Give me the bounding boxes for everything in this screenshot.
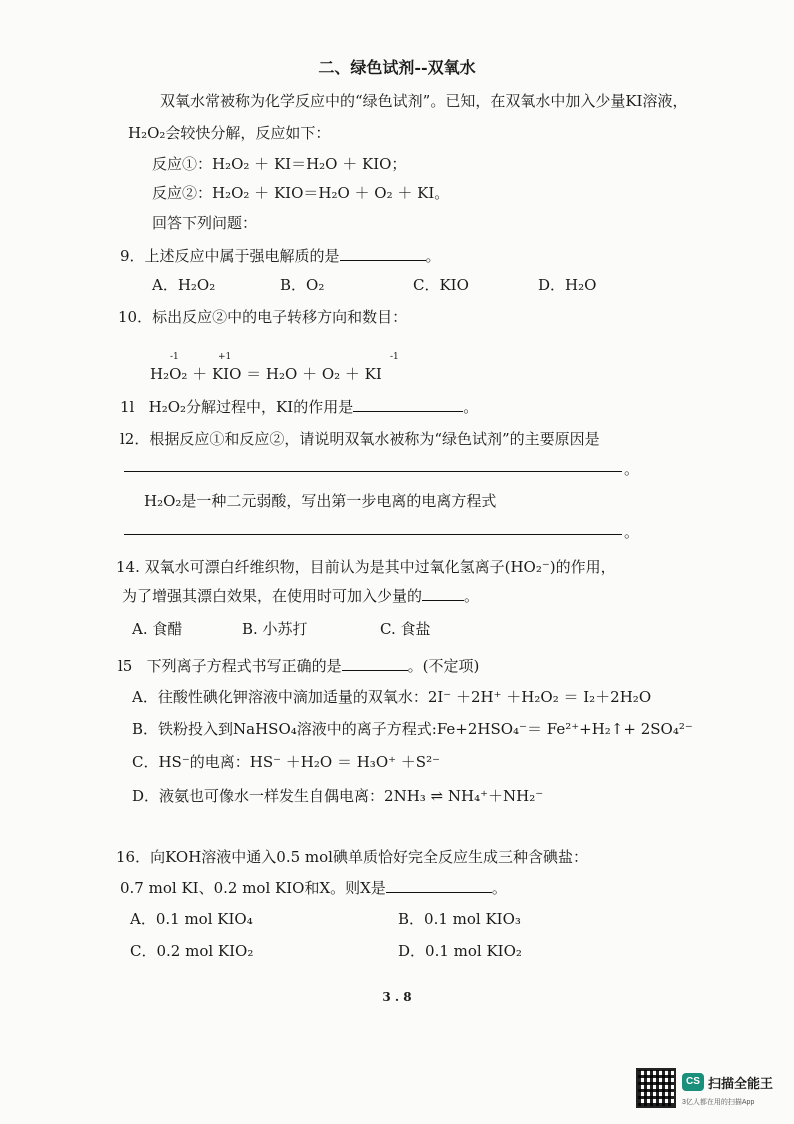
q9-option-c[interactable]: C．KIO bbox=[413, 276, 469, 294]
oxidation-mark-i-ki: -1 bbox=[390, 352, 399, 362]
question-11-num: 1l bbox=[120, 398, 135, 416]
q15-option-a[interactable]: A．往酸性碘化钾溶液中滴加适量的双氧水：2I⁻ ＋2H⁺ ＋H₂O₂ ＝ I₂＋2H₂O bbox=[132, 688, 652, 706]
answer-blank-9[interactable] bbox=[340, 246, 426, 261]
page-number: 3 . 8 bbox=[382, 990, 412, 1004]
answer-line-12[interactable] bbox=[124, 470, 622, 472]
answer-prompt: 回答下列问题： bbox=[152, 214, 258, 232]
question-16-line-1: 16．向KOH溶液中通入0.5 mol碘单质恰好完全反应生成三种含碘盐： bbox=[116, 848, 588, 866]
camscanner-tagline: 3亿人都在用的扫描App bbox=[682, 1099, 755, 1106]
section-title: 二、绿色试剂--双氧水 bbox=[318, 58, 476, 77]
q14-option-c[interactable]: C. 食盐 bbox=[380, 620, 431, 638]
intro-line-2: H₂O₂会较快分解，反应如下： bbox=[128, 124, 331, 142]
question-15-end: 。(不定项) bbox=[407, 657, 480, 675]
q9-option-a[interactable]: A．H₂O₂ bbox=[152, 276, 216, 294]
q14-option-b[interactable]: B. 小苏打 bbox=[242, 620, 308, 638]
answer-blank-15[interactable] bbox=[342, 656, 408, 671]
question-11-end: 。 bbox=[463, 398, 479, 416]
question-16-line-2 bbox=[120, 877, 507, 898]
q9-option-b[interactable]: B．O₂ bbox=[280, 276, 325, 294]
answer-line-13[interactable] bbox=[124, 533, 622, 535]
question-11-stem: H₂O₂分解过程中，KI的作用是 bbox=[148, 398, 354, 416]
question-9 bbox=[120, 245, 441, 266]
question-14-stem: 为了增强其漂白效果，在使用时可加入少量的 bbox=[122, 587, 423, 605]
q15-option-d[interactable]: D．液氨也可像水一样发生自偶电离：2NH₃ ⇌ NH₄⁺＋NH₂⁻ bbox=[132, 787, 544, 805]
question-14-end: 。 bbox=[464, 587, 480, 605]
question-16-end: 。 bbox=[491, 879, 507, 897]
question-15-stem: 下列离子方程式书写正确的是 bbox=[146, 657, 342, 675]
reaction-2: 反应②：H₂O₂ ＋ KIO＝H₂O ＋ O₂ ＋ KI。 bbox=[152, 184, 450, 202]
reaction-1: 反应①：H₂O₂ ＋ KI＝H₂O ＋ KIO； bbox=[152, 155, 407, 173]
question-12: l2．根据反应①和反应②，请说明双氧水被称为“绿色试剂”的主要原因是 bbox=[120, 430, 600, 448]
q16-option-d[interactable]: D．0.1 mol KIO₂ bbox=[398, 942, 522, 960]
camscanner-name: 扫描全能王 bbox=[708, 1076, 774, 1091]
q9-option-d[interactable]: D．H₂O bbox=[538, 276, 597, 294]
question-14-line-1: 14. 双氧水可漂白纤维织物，目前认为是其中过氧化氢离子(HO₂⁻)的作用， bbox=[116, 558, 616, 576]
q16-option-c[interactable]: C．0.2 mol KIO₂ bbox=[130, 942, 254, 960]
q15-option-c[interactable]: C．HS⁻的电离：HS⁻ ＋H₂O ＝ H₃O⁺ ＋S²⁻ bbox=[132, 753, 441, 771]
question-13-end: 。 bbox=[624, 523, 640, 541]
q16-option-b[interactable]: B．0.1 mol KIO₃ bbox=[398, 910, 521, 928]
intro-line-1: 双氧水常被称为化学反应中的“绿色试剂”。已知，在双氧水中加入少量KI溶液， bbox=[160, 92, 688, 110]
question-14-line-2 bbox=[122, 585, 479, 606]
answer-blank-16[interactable] bbox=[386, 878, 492, 893]
question-11 bbox=[120, 396, 478, 417]
q15-option-b[interactable]: B．铁粉投入到NaHSO₄溶液中的离子方程式:Fe+2HSO₄⁻＝ Fe²⁺+H₂↑+ 2SO₄²⁻ bbox=[132, 720, 693, 738]
answer-blank-11[interactable] bbox=[353, 397, 463, 412]
oxidation-mark-o-h2o2: -1 bbox=[170, 352, 179, 362]
question-10: 10．标出反应②中的电子转移方向和数目： bbox=[118, 308, 408, 326]
answer-blank-14[interactable] bbox=[422, 586, 464, 601]
q14-option-a[interactable]: A. 食醋 bbox=[132, 620, 183, 638]
oxidation-mark-i-kio: +1 bbox=[218, 352, 232, 362]
camscanner-logo-icon: CS bbox=[682, 1073, 704, 1091]
question-12-end: 。 bbox=[624, 460, 640, 478]
question-13: H₂O₂是一种二元弱酸，写出第一步电离的电离方程式 bbox=[144, 492, 497, 510]
question-16-stem: 0.7 mol KI、0.2 mol KIO和X。则X是 bbox=[120, 879, 386, 897]
qr-code-icon bbox=[636, 1068, 676, 1108]
question-9-stem: 9．上述反应中属于强电解质的是 bbox=[120, 247, 340, 265]
q16-option-a[interactable]: A．0.1 mol KIO₄ bbox=[130, 910, 253, 928]
question-15 bbox=[118, 655, 479, 676]
question-9-end: 。 bbox=[425, 247, 441, 265]
q10-equation: H₂O₂ ＋ KIO ＝ H₂O ＋ O₂ ＋ KI bbox=[150, 365, 382, 383]
question-15-num: l5 bbox=[118, 657, 133, 675]
